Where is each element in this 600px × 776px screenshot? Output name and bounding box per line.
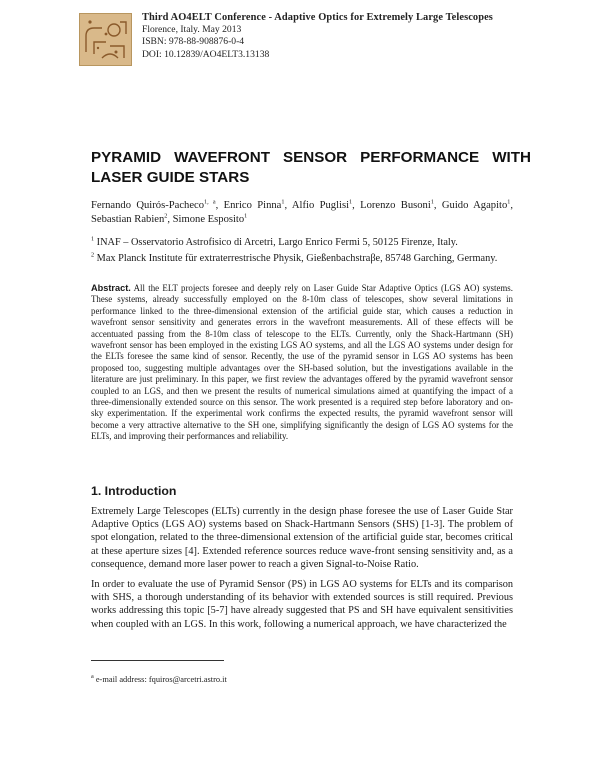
conference-logo — [79, 13, 132, 66]
author: Guido Agapito$^1$, — [441, 198, 514, 211]
affiliation: $^2$ Max Planck Institute für extraterrestrische Physik, Gießenbachstraβe, 85748 Garching, Germany. — [91, 251, 498, 264]
conference-name: Third AO4ELT Conference - Adaptive Optics for Extremely Large Telescopes — [142, 12, 493, 23]
author: Enrico Pinna$^1$, — [223, 198, 292, 211]
abstract — [91, 283, 513, 443]
paragraph: Extremely Large Telescopes (ELTs) currently in the design phase foresee the use of Laser Guide Star Adaptive Optics (LGS AO) systems based on Shack-Hartmann Sensors (SHS) [1-3]. The problem of spot elongation, related to the three-dimensional extension of the artificial guide star, becomes critical at these aperture sizes [4]. Extended reference sources reduce wave-front sensing sensitivity and, as a consequence, demand more laser power to reach a given Signal-to-Noise Ratio. — [91, 506, 513, 570]
affiliation: $^1$ INAF – Osservatorio Astrofisico di Arcetri, Largo Enrico Fermi 5, 50125 Firenze, Italy. — [91, 235, 458, 248]
affiliations — [91, 236, 521, 268]
footnote-email: e-mail address: fquiros@arcetri.astro.it — [95, 675, 227, 684]
paragraph: In order to evaluate the use of Pyramid Sensor (PS) in LGS AO systems for ELTs and its comparison with SHS, a thorough understanding of its behavior with extended sources is still required. Previous works addressing this topic [5-7] have already suggested that PS and SH have equivalent sensitivities when coupled with an LGS. In this work, following a numerical approach, we have characterized the — [91, 579, 513, 630]
footnote-divider — [91, 660, 224, 661]
abstract-label: Abstract. — [91, 283, 131, 293]
section-heading: 1. Introduction — [91, 484, 177, 498]
doi: DOI: 10.12839/AO4ELT3.13138 — [142, 48, 270, 60]
author-list — [91, 199, 513, 227]
footnote — [91, 675, 227, 684]
author: Fernando Quirós-Pacheco$^{1, a}$, — [91, 198, 224, 211]
footnote-mark: a — [91, 673, 94, 681]
author: Lorenzo Busoni$^1$, — [360, 198, 442, 211]
section-body — [91, 505, 513, 638]
isbn: ISBN: 978-88-908876-0-4 — [142, 36, 245, 48]
abstract-text: All the ELT projects foresee and deeply rely on Laser Guide Star Adaptive Optics (LGS AO) systems. These systems, already successfully employed on the 8-10m class of telescopes, show several limitations in performance linked to the three-dimensional extension of the artificial guide star, which causes a reduction in wavefront sensor sensitivity and generates errors in the wavefront measurements. All of these effects will be accentuated passing from the 8-10m class of telescope to the ELTs. Currently, only the Shack-Hartmann (SH) wavefront sensor has been employed in the existing LGS AO systems, and all the LGS AO systems under design for the ELTs foresee the same kind of sensor. Recently, the use of the pyramid sensor in LGS AO systems has been proposed too, suggesting multiple advantages over the SH-based solution, but the investigations available in the literature are just preliminary. In this paper, we first review the advantages offered by the pyramid wavefront sensor coupled to an LGS, and then we present the results of numerical simulations aimed at quantifying the impact of a three-dimensionally extended source on this sensor. The work presented is a required step before laboratory and on-sky experimentation. If the experimental work confirms the expected results, the pyramid wavefront sensor will become a very attractive alternative to the SH one, simplifying significantly the design of LGS AO systems for the ELTs, and improving their performances and reliability. — [91, 283, 513, 442]
author: Alfio Puglisi$^1$, — [291, 198, 361, 211]
author: Sebastian Rabien$^2$, — [91, 212, 173, 225]
conference-location: Florence, Italy. May 2013 — [142, 24, 242, 36]
conference-logo-icon — [80, 14, 131, 65]
paper-title: PYRAMID WAVEFRONT SENSOR PERFORMANCE WITH LASER GUIDE STARS — [91, 149, 531, 186]
author: Simone Esposito$^1$ — [172, 212, 248, 225]
conference-header — [142, 12, 582, 61]
